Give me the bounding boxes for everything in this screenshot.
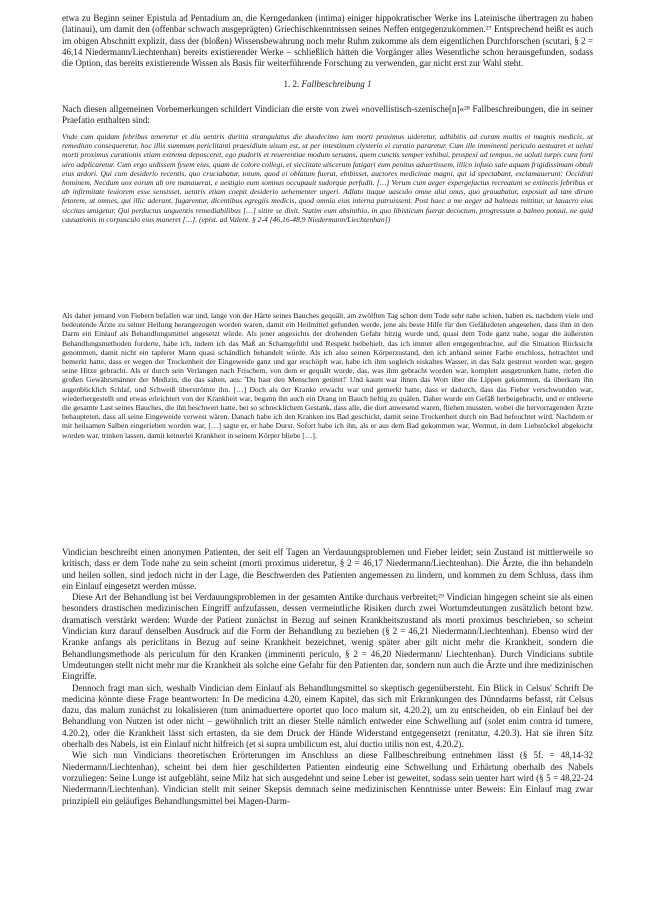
section-title: Fallbeschreibung 1 xyxy=(301,79,372,89)
body-paragraph-2: Diese Art der Behandlung ist bei Verdauungsproblemen in der gesamten Antike durchaus verbreitet;²⁹ Vindician hingegen scheint sie als einen besonders drastischen medizinischen Eingriff aufzufassen, dessen vermeintliche Risiken durch zwei Wortumdeutungen zusätzlich betont bzw. dramatisch verstärkt werden: Wurde der Patient zunächst in Bezug auf seinen Krankheitszustand als morti proximus beschrieben, so scheint Vindician kurz darauf denselben Ausdruck auf die Form der Behandlung zu beziehen (§ 2 = 46,21 Niedermann/Liechtenhan). Ebenso wird der Kranke anfangs als periclitans in Bezug auf seine Krankheit bezeichnet, wenig später aber gilt nicht mehr die Krankheit, sondern die Behandlungsmethode als periculum für den Kranken (imminenti periculo, § 2 = 46,20 Niedermann/ Liechtenhan). Durch Vindicians subtile Umdeutungen stellt nicht mehr nur die Krankheit als solche eine Gefahr für den Patienten dar, sondern nun auch die Ärzte und ihre medizinischen Eingriffe. xyxy=(62,592,593,682)
intro-paragraph: etwa zu Beginn seiner Epistula ad Pentadium an, die Kerngedanken (intima) einiger hippokratischer Werke ins Lateinische übertragen zu haben (latinaui), um damit den (offenbar schwach ausgeprägten) Griechischkenntnissen seines Neffen entgegenzukommen.²⁷ Entsprechend heißt es auch im obigen Abschnitt explizit, dass der (bloßen) Wissensbewahrung noch mehr Ruhm zukomme als dem eigentlichen Durchforschen (scutari, § 2 = 46,14 Niedermann/Liechtenhan) bereits existierender Werke – schließlich hätten die Vorgänger alles Wesentliche schon herausgefunden, sodass die Option, das bereits existierende Wissen als Basis für weiterführende Forschung zu verwenden, gar nicht erst zur Wahl steht. xyxy=(62,13,593,69)
section-heading xyxy=(62,79,593,89)
latin-quote-block xyxy=(62,132,593,224)
section-number: 1. 2. xyxy=(283,79,300,89)
body-paragraph-3: Dennoch fragt man sich, weshalb Vindician dem Einlauf als Behandlungsmittel so skeptisch gegenübersteht. Ein Blick in Celsus' Schrift De medicina könnte diese Frage beantworten: In De medicina 4.20, einem Kapitel, das sich mit Erkrankungen des Dünndarms befasst, rät Celsus dazu, das malum zunächst zu lokalisieren (tum animaduertere oportet quo loco malum sit, 4.20.2), um zu entscheiden, ob ein Einlauf bei der Behandlung von Nutzen ist oder nicht – gewöhnlich tritt an dieser Stelle nämlich entweder eine Schwellung auf (solet enim contra id tumere, 4.20.2), oder die Krankheit lässt sich ertasten, da sie dem Druck der Hände Widerstand entgegensetzt (renitatur, 4.20.3). Hat sie ihren Sitz oberhalb des Nabels, ist ein Einlauf nicht hilfreich (et si supra umbilicum est, alui ductio utilis non est, 4.20.2). xyxy=(62,682,593,750)
lead-paragraph: Nach diesen allgemeinen Vorbemerkungen schildert Vindician die erste von zwei »novellistisch-szenische[n]«²⁸ Fallbeschreibungen, die in seiner Praefatio enthalten sind: xyxy=(62,104,593,126)
latin-quote: Vnde cum quidam febribus teneretur et diu uentris duritia strangulatus die duodecimo iam morti proximus uideretur, adhibitis ad curam multis et magnis medicis, ut remedium consequeretur, hoc illis summum periclitanti praesidium uisum est, ut per intestinum clysterio ei curatio pararetur. Cum ille imminenti periculo aestuaret et ueluti morti proximus curationis etiam extrema deposceret, ego pudoris et reuerentiae modum seruans, quem cunctis semper exhibui, prospexi ad tempus, ne uoluti turpis cura forti uiro adplicaretur. Cum ergo uidissem fysem eius, quam de colore collegi, et sicciitate uiscerum fatigari eum penitus aduertissem, illico infuso sale aquam frigidissimam obtuli eius ardori. Qui cum desiderio recentis, quo cruciabatur, totum, quod ei oblatum fuerat, ebibisset, auctores medicinae magni, qui id spectabant, exclamauerunt: Occidisti hominem. Necdum uox eorum ab ore manauerat, e uestigio eum somnus occupauit sudorque perfudit. […] Verum cum aeger expergefactus recreatum se extinctis febribus et ab infirmitate leuiorem esse sensisset, uentris etiam coepit desiderio uehementer urgeri. Adlato itaque uasculo omne alui onus, quo grauabatur, exposuit ad tam dirum fetorem, ut omnes, qui illic aderant, fugarentur, dicentibus egregiis medicis, quod omnia eius interna putruissent. Post haec a me aeger ad balneas mittitur, ut lauacro eius siccitas umigetur. Qui perductus unguentis remediabilibus […] sitire se dixit. Statim eum absinthio, in quo libisticum fuerat decoctum, progressum a balneo potaui, ne quid causationis in corpusculo eius maneret […]. (epist. ad Valent. § 2-4 [46,16-48,9 Niedermann/Liechtenhan]) xyxy=(62,132,593,224)
lead-paragraph-block xyxy=(62,104,593,127)
body-text xyxy=(62,547,593,807)
body-paragraph-4: Wie sich nun Vindicians theoretischen Erörterungen im Anschluss an diese Fallbeschreibung entnehmen lässt (§ 5f. = 48,14-32 Niedermann/Liechtenhan), scheint bei dem hier geschilderten Patienten eindeutig eine Schwellung und Erhärtung oberhalb des Nabels vorzuliegen: Seine Lunge ist aufgebläht, seine Milz hat sich ausgedehnt und seine Leber ist geweitet, sodass sein uenter hart wird (§ 5 = 48,22-24 Niedermann/Liechtenhan). Vindician stellt mit seiner Skepsis demnach seine medizinischen Kenntnisse unter Beweis: Ein Einlauf mag zwar prinzipiell ein geläufiges Behandlungsmittel bei Magen-Darm- xyxy=(62,750,593,806)
german-translation-block xyxy=(62,311,593,440)
german-translation: Als daher jemand von Fiebern befallen war und, lange von der Härte seines Bauches gequält, am zwölften Tag schon dem Tode sehr nahe schien, haben es, nachdem viele und bedeutende Ärzte zu seiner Heilung herangezogen worden waren, damit ein Heilmittel gefunden werde, jene als beste Hilfe für den Gefährdeten angesehen, dass ihm in den Darm ein Einlauf als Behandlungsmittel angesetzt würde. Als jener angesichts der drohenden Gefahr hitzig wurde und, quasi dem Tode ganz nahe, sogar die äußersten Behandlungsmethoden forderte, habe ich, indem ich das Maß an Schamgefühl und Respekt beibehielt, das ich immer allen entgegenbrachte, auf die Situation Rücksicht genommen, damit nicht ein tapferer Mann quasi schändlich behandelt würde. Als ich also seinen Körperzustand, den ich anhand seiner Farbe erschloss, betrachtet und bemerkt hatte, dass er wegen der Trockenheit der Eingeweide ganz und gar erschöpft war, habe ich ihm sogleich eiskaltes Wasser, in das Salz gestreut worden war, gegen seine Hitze gebracht. Als er durch sein Verlangen nach Frischem, von dem er gequält wurde, das, was ihm gebracht worden war, komplett ausgetrunken hatte, riefen die großen Gewährsmänner der Medizin, die das sahen, aus: 'Du hast den Menschen getötet!' Und kaum war ihnen das Wort über die Lippen gekommen, da überkam ihn augenblicklich Schlaf, und Schweiß überströmte ihn. […] Doch als der Kranke erwacht war und gemerkt hatte, dass er dadurch, dass das Fieber verschwunden war, wiederhergestellt und etwas erleichtert von der Krankheit war, begann ihn auch ein Drang im Bauch heftig zu quälen. Daher wurde ein Gefäß herbeigebracht, und er entleerte die gesamte Last seines Bauches, die ihn beschwert hatte, bei so schrecklichem Gestank, dass alle, die dort anwesend waren, fliehen mussten, wobei die hervorragenden Ärzte behaupteten, dass all seine Eingeweide verwest wären. Danach habe ich den Kranken ins Bad geschickt, damit seine Trockenheit durch ein Bad befeuchtet wird. Nachdem er mit heilsamen Salben eingerieben worden war, […] sagte er, er habe Durst. Sofort habe ich ihn, als er aus dem Bad gekommen war, Wermut, in dem Liebstöckel abgekocht worden war, trinken lassen, damit keinerlei Krankheit in seinem Körper bliebe […]. xyxy=(62,311,593,440)
intro-paragraph-block xyxy=(62,13,593,69)
body-paragraph-1: Vindician beschreibt einen anonymen Patienten, der seit elf Tagen an Verdauungsproblemen und Fieber leidet; sein Zustand ist mittlerweile so kritisch, dass er dem Tode nahe zu sein scheint (morti proximus uideretur, § 2 = 46,17 Niedermann/Liechtenhan). Die Ärzte, die ihn behandeln und heilen sollen, sind jedoch nicht in der Lage, die Beschwerden des Patienten angemessen zu lindern, und kommen zu dem Schluss, dass ihm ein Einlauf eingesetzt werden müsse. xyxy=(62,547,593,591)
